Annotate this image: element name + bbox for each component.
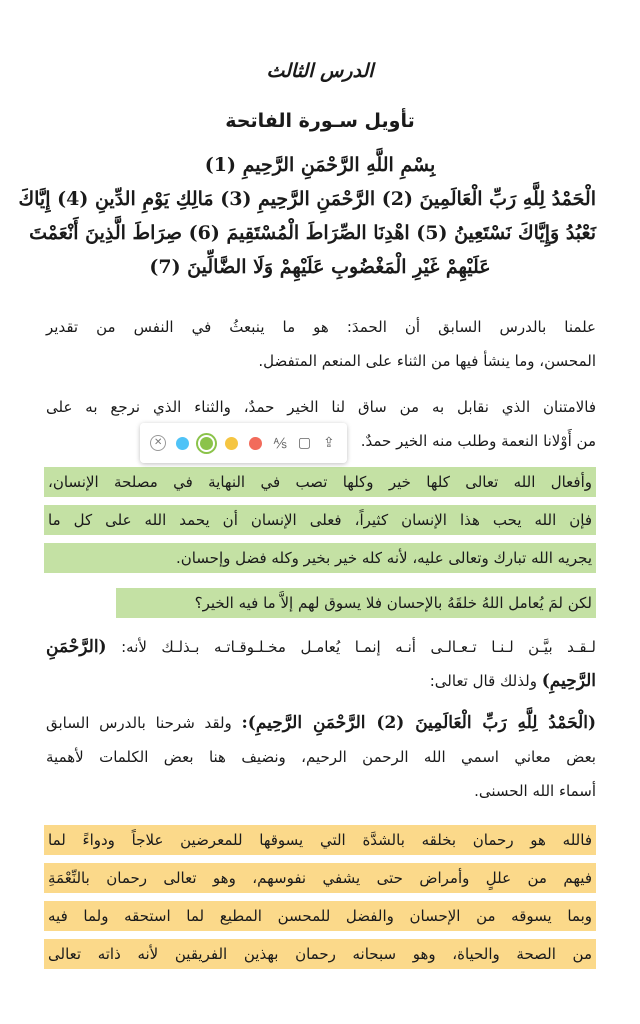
highlighted-line: فإن الله يحب هذا الإنسان كثيراً، فعلى الإنسان أن يحمد الله على كل ما bbox=[44, 505, 596, 535]
text-fragment: لـقـد بيَّـن لـنـا تـعـالـى أنـه إنمـا يُعامـل مخـلـوقـاتـه بـذلـك لأنه: bbox=[121, 638, 596, 656]
highlighted-line: وبما يسوقه من الإحسان والفضل للمحسن المطيع لما استحقه ولما فيه bbox=[44, 901, 596, 931]
blue-dot-icon bbox=[176, 437, 189, 450]
quran-quote: (الرَّحْمَنِ bbox=[46, 637, 107, 657]
quran-verses bbox=[18, 148, 596, 284]
green-highlight-block[interactable] bbox=[44, 467, 596, 581]
text-line: فالامتنان الذي نقابل به من ساق لنا الخير حمدٌ، والثناء الذي نرجع به على bbox=[46, 398, 596, 416]
text-line bbox=[46, 664, 596, 698]
lesson-title: الدرس الثالث bbox=[266, 60, 374, 82]
green-dot-icon bbox=[200, 437, 213, 450]
highlighted-line: وأفعال الله تعالى كلها خير وكلها تصب في النهاية في مصلحة الإنسان، bbox=[44, 467, 596, 497]
text-line bbox=[46, 630, 596, 664]
paragraph-1[interactable] bbox=[46, 310, 596, 378]
text-line bbox=[46, 706, 596, 740]
text-line: المحسن، وما ينشأ فيها من الثناء على المنعم المتفضل. bbox=[258, 352, 596, 370]
quran-quote: (الْحَمْدُ لِلَّهِ رَبِّ الْعَالَمِينَ (2) الرَّحْمَنِ الرَّحِيمِ): bbox=[241, 713, 596, 733]
share-icon[interactable]: ⇪ bbox=[322, 435, 335, 451]
verse-line: نَعْبُدُ وَإِيَّاكَ نَسْتَعِينُ (5) اهْدِنَا الصِّرَاطَ الْمُسْتَقِيمَ (6) صِرَاطَ الَّذِينَ أَنْعَمْتَ bbox=[29, 222, 596, 244]
text-line: من أَوْلانا النعمة وطلب منه الخير حمدٌ. bbox=[360, 432, 596, 450]
highlighted-line: من الصحة والحياة، وهو سبحانه رحمان بهذين الفريقين لأنه ذاته تعالى bbox=[44, 939, 596, 969]
text-line: أسماء الله الحسنى. bbox=[474, 782, 596, 800]
yellow-dot-icon bbox=[225, 437, 238, 450]
color-swatch-yellow[interactable] bbox=[221, 433, 241, 453]
highlighted-line: فالله هو رحمان بخلقه بالشدَّة التي يسوقها للمعرضين علاجاً ودواءً لما bbox=[44, 825, 596, 855]
red-dot-icon bbox=[249, 437, 262, 450]
text-line: علمنا بالدرس السابق أن الحمدَ: هو ما ينبعثُ في النفس من تقدير bbox=[46, 318, 596, 336]
color-swatch-red[interactable] bbox=[246, 433, 266, 453]
translate-icon[interactable]: ⅍ bbox=[273, 435, 287, 452]
paragraph-3[interactable] bbox=[46, 630, 596, 698]
green-highlight-question[interactable] bbox=[116, 588, 596, 626]
verse-line: عَلَيْهِمْ غَيْرِ الْمَغْضُوبِ عَلَيْهِمْ وَلَا الضَّالِّينَ (7) bbox=[149, 256, 491, 278]
close-icon[interactable]: ✕ bbox=[148, 433, 168, 453]
highlight-toolbar bbox=[140, 423, 347, 463]
color-swatch-green[interactable] bbox=[197, 433, 217, 453]
note-icon[interactable]: ▢ bbox=[297, 435, 312, 451]
text-fragment: ولقد شرحنا بالدرس السابق bbox=[46, 714, 232, 732]
text-line: بعض معاني اسمي الله الرحمن الرحيم، ونضيف هنا بعض الكلمات لأهمية bbox=[46, 748, 596, 766]
basmala-verse: بِسْمِ اللَّهِ الرَّحْمَنِ الرَّحِيمِ (1) bbox=[204, 154, 436, 176]
text-fragment: ولذلك قال تعالى: bbox=[429, 672, 537, 690]
highlighted-line: لكن لمَ يُعامل اللهُ خلقَهُ بالإحسان فلا يسوق لهم إلاَّ ما فيه الخير؟ bbox=[116, 588, 596, 618]
verse-line: الْحَمْدُ لِلَّهِ رَبِّ الْعَالَمِينَ (2) الرَّحْمَنِ الرَّحِيمِ (3) مَالِكِ يَوْمِ الدِّينِ (4) إِيَّاكَ bbox=[18, 188, 596, 210]
quran-quote: الرَّحِيمِ) bbox=[541, 671, 596, 691]
surah-title: تأويل سـورة الفاتحة bbox=[225, 110, 415, 132]
highlighted-line: يجريه الله تبارك وتعالى عليه، لأنه كله خير بخير وكله فضل وإحسان. bbox=[44, 543, 596, 573]
color-swatch-blue[interactable] bbox=[173, 433, 193, 453]
paragraph-4[interactable] bbox=[46, 706, 596, 808]
highlighted-line: فيهم من عللٍ وأمراض حتى يشفي نفوسهم، وهو تعالى رحمان بالنِّعْمَةِ bbox=[44, 863, 596, 893]
yellow-highlight-block[interactable] bbox=[44, 825, 596, 977]
